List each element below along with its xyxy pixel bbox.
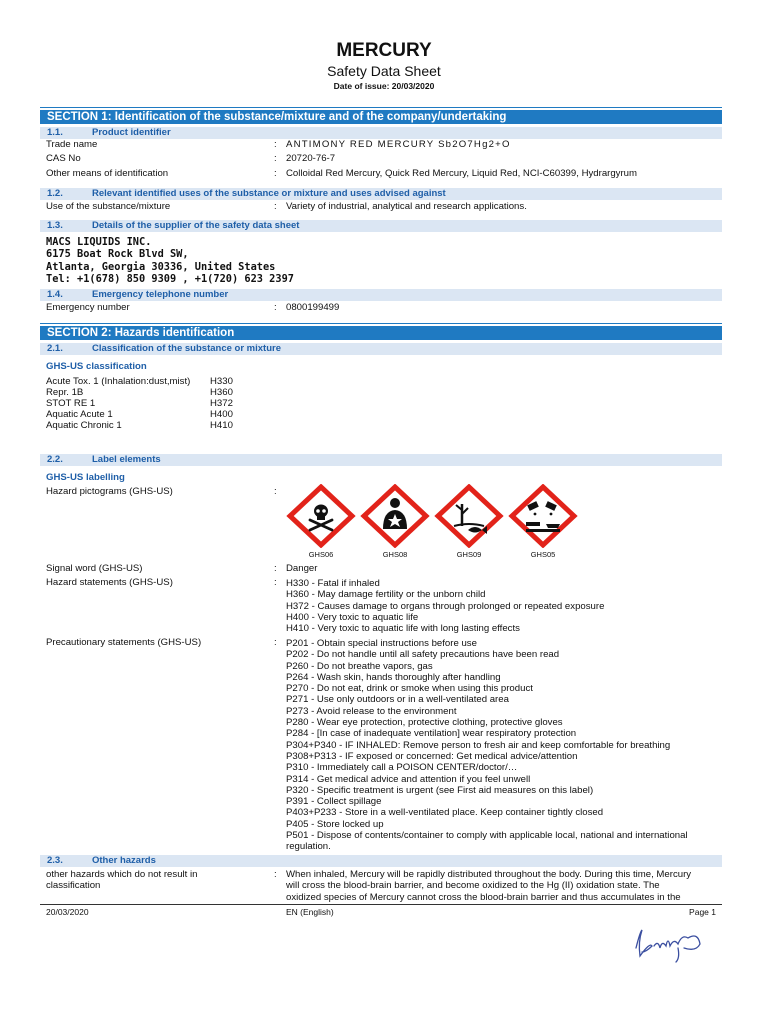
trade-name-value: ANTIMONY RED MERCURY Sb2O7Hg2+O — [286, 139, 511, 150]
signal-word-label: Signal word (GHS-US) — [46, 563, 143, 574]
supplier-line: Tel: +1(678) 850 9309 , +1(720) 623 2397 — [46, 272, 294, 285]
precautionary-statement: P202 - Do not handle until all safety precautions have been read — [286, 649, 560, 661]
subsection-title: Product identifier — [92, 127, 171, 138]
pictograms-label: Hazard pictograms (GHS-US) — [46, 486, 173, 497]
cas-no-value: 20720-76-7 — [286, 153, 336, 164]
other-hazards-line: oxidized species of Mercury cannot cross the blood-brain barrier and thus accumulates in the — [286, 891, 681, 903]
hazard-category: Repr. 1B — [46, 387, 84, 398]
footer-date: 20/03/2020 — [46, 907, 89, 917]
emergency-value: 0800199499 — [286, 302, 340, 313]
subsection-title: Relevant identified uses of the substance or mixture and uses advised against — [92, 188, 446, 199]
classification-row — [46, 409, 306, 420]
trade-name-label: Trade name — [46, 139, 98, 150]
signal-word-value: Danger — [286, 563, 318, 574]
pictogram-ghs08 — [360, 484, 430, 559]
pictogram-code: GHS09 — [456, 550, 482, 559]
use-label: Use of the substance/mixture — [46, 201, 171, 212]
subsection-title: Classification of the substance or mixture — [92, 343, 281, 354]
precautionary-statement: P280 - Wear eye protection, protective clothing, protective gloves — [286, 717, 563, 729]
hazard-statements-list — [286, 578, 604, 634]
other-means-value: Colloidal Red Mercury, Quick Red Mercury, Liquid Red, NCI-C60399, Hydrargyrum — [286, 168, 638, 179]
hazard-category: STOT RE 1 — [46, 398, 96, 409]
precautionary-statement: P284 - [In case of inadequate ventilation] wear respiratory protection — [286, 728, 577, 740]
ghs-classification-title: GHS-US classification — [46, 361, 147, 372]
precautionary-statement: P260 - Do not breathe vapors, gas — [286, 660, 433, 672]
section-2-heading: SECTION 2: Hazards identification — [40, 326, 722, 340]
emergency-row: Emergency number : 0800199499 — [46, 302, 340, 313]
precautionary-statement: P314 - Get medical advice and attention if you feel unwell — [286, 773, 531, 785]
subsection-number: 2.1. — [47, 343, 63, 354]
pictogram-ghs06 — [286, 484, 356, 559]
supplier-line: Atlanta, Georgia 30336, United States — [46, 260, 276, 273]
hazard-statement: H400 - Very toxic to aquatic life — [286, 611, 419, 623]
precautionary-row: Precautionary statements (GHS-US) : — [46, 637, 277, 648]
precautionary-statement: P270 - Do not eat, drink or smoke when using this product — [286, 683, 533, 695]
environment-icon — [434, 484, 504, 548]
precautionary-statement: P405 - Store locked up — [286, 818, 384, 830]
precautionary-statement: P320 - Specific treatment is urgent (see First aid measures on this label) — [286, 784, 594, 796]
handwritten-signature — [630, 922, 710, 966]
pictogram-code: GHS08 — [382, 550, 408, 559]
other-hazards-text — [286, 869, 722, 903]
subsection-2-2 — [40, 454, 722, 466]
subsection-number: 2.3. — [47, 855, 63, 866]
document-title: MERCURY — [336, 40, 432, 61]
trade-name-row: Trade name : ANTIMONY RED MERCURY Sb2O7Hg2+O — [46, 139, 511, 150]
hazard-code: H400 — [210, 409, 233, 420]
hazard-statement: H372 - Causes damage to organs through prolonged or repeated exposure — [286, 600, 605, 612]
precautionary-statement: regulation. — [286, 841, 331, 853]
other-hazards-label: other hazards which do not result in — [46, 869, 198, 880]
precautionary-statement: P271 - Use only outdoors or in a well-ventilated area — [286, 694, 509, 706]
classification-row — [46, 376, 306, 387]
page-footer — [40, 904, 722, 919]
cas-no-label: CAS No — [46, 153, 81, 164]
footer-page-number: Page 1 — [689, 907, 716, 917]
subsection-title: Details of the supplier of the safety data sheet — [92, 220, 300, 231]
precautionary-statement: P264 - Wash skin, hands thoroughly after handling — [286, 671, 501, 683]
classification-row — [46, 387, 306, 398]
other-hazards-label-cont: classification — [46, 880, 101, 891]
pictogram-code: GHS06 — [308, 550, 334, 559]
precautionary-statement: P304+P340 - IF INHALED: Remove person to fresh air and keep comfortable for breathing — [286, 739, 671, 751]
classification-row — [46, 420, 306, 431]
supplier-line: MACS LIQUIDS INC. — [46, 236, 152, 248]
hazard-statement: H360 - May damage fertility or the unborn child — [286, 589, 486, 601]
section-1-heading: SECTION 1: Identification of the substance/mixture and of the company/undertaking — [40, 110, 722, 124]
hazard-statement: H330 - Fatal if inhaled — [286, 578, 380, 589]
classification-row — [46, 398, 306, 409]
supplier-line: 6175 Boat Rock Blvd SW, — [46, 248, 189, 261]
hazard-pictograms — [286, 484, 586, 564]
hazard-category: Aquatic Chronic 1 — [46, 420, 122, 431]
subsection-title: Other hazards — [92, 855, 156, 866]
hazard-code: H410 — [210, 420, 233, 431]
subsection-number: 2.2. — [47, 454, 63, 465]
health-hazard-icon — [360, 484, 430, 548]
subsection-number: 1.1. — [47, 127, 63, 138]
subsection-2-1 — [40, 343, 722, 355]
subsection-title: Label elements — [92, 454, 161, 465]
subsection-1-4 — [40, 289, 722, 301]
hazard-statements-row: Hazard statements (GHS-US) : — [46, 577, 277, 588]
subsection-2-3 — [40, 855, 722, 867]
emergency-label: Emergency number — [46, 302, 130, 313]
pictogram-ghs09 — [434, 484, 504, 559]
subsection-1-1 — [40, 127, 722, 139]
other-hazards-line: will cross the blood-brain barrier, and become oxidized to the Hg (II) oxidation state. The — [286, 880, 660, 892]
precautionary-statement: P273 - Avoid release to the environment — [286, 705, 457, 717]
precautionary-statement: P310 - Immediately call a POISON CENTER/doctor/… — [286, 762, 518, 774]
hazard-category: Acute Tox. 1 (Inhalation:dust,mist) — [46, 376, 191, 387]
other-hazards-row: other hazards which do not result in : — [46, 869, 277, 880]
subsection-number: 1.2. — [47, 188, 63, 199]
precautionary-label: Precautionary statements (GHS-US) — [46, 637, 202, 648]
ghs-labelling-title: GHS-US labelling — [46, 472, 125, 483]
hazard-code: H330 — [210, 376, 233, 387]
supplier-address — [46, 236, 294, 285]
hazard-category: Aquatic Acute 1 — [46, 409, 113, 420]
subsection-number: 1.3. — [47, 220, 63, 231]
hazard-statement: H410 - Very toxic to aquatic life with long lasting effects — [286, 623, 520, 635]
precautionary-statement: P391 - Collect spillage — [286, 796, 382, 808]
pictogram-ghs05 — [508, 484, 578, 559]
skull-crossbones-icon — [286, 484, 356, 548]
precautionary-statement: P501 - Dispose of contents/container to comply with applicable local, national and international — [286, 830, 688, 842]
signal-word-row: Signal word (GHS-US) : Danger — [46, 563, 318, 574]
subsection-1-3 — [40, 220, 722, 232]
precautionary-statement: P308+P313 - IF exposed or concerned: Get medical advice/attention — [286, 750, 578, 762]
other-means-label: Other means of identification — [46, 168, 169, 179]
subsection-number: 1.4. — [47, 289, 63, 300]
hazard-code: H372 — [210, 398, 233, 409]
other-hazards-line: When inhaled, Mercury will be rapidly distributed throughout the body. During this time, Mercury — [286, 869, 692, 880]
pictograms-row: Hazard pictograms (GHS-US) : — [46, 486, 277, 497]
pictogram-code: GHS05 — [530, 550, 556, 559]
precautionary-statement: P403+P233 - Store in a well-ventilated place. Keep container tightly closed — [286, 807, 604, 819]
use-row: Use of the substance/mixture : Variety of industrial, analytical and research applications. — [46, 201, 527, 212]
subsection-1-2 — [40, 188, 722, 200]
precautionary-statement: P201 - Obtain special instructions before use — [286, 638, 477, 649]
cas-no-row: CAS No : 20720-76-7 — [46, 153, 336, 164]
hazard-statements-label: Hazard statements (GHS-US) — [46, 577, 173, 588]
subsection-title: Emergency telephone number — [92, 289, 229, 300]
date-of-issue: Date of issue: 20/03/2020 — [333, 81, 435, 91]
document-subtitle: Safety Data Sheet — [327, 63, 441, 79]
footer-language: EN (English) — [286, 907, 334, 917]
corrosion-icon — [508, 484, 578, 548]
precautionary-statements-list — [286, 638, 688, 853]
other-means-row: Other means of identification : Colloidal Red Mercury, Quick Red Mercury, Liquid Red, NCI-C60399, Hydrargyrum — [46, 168, 638, 179]
hazard-code: H360 — [210, 387, 233, 398]
classification-list — [46, 376, 306, 431]
use-value: Variety of industrial, analytical and research applications. — [286, 201, 527, 212]
